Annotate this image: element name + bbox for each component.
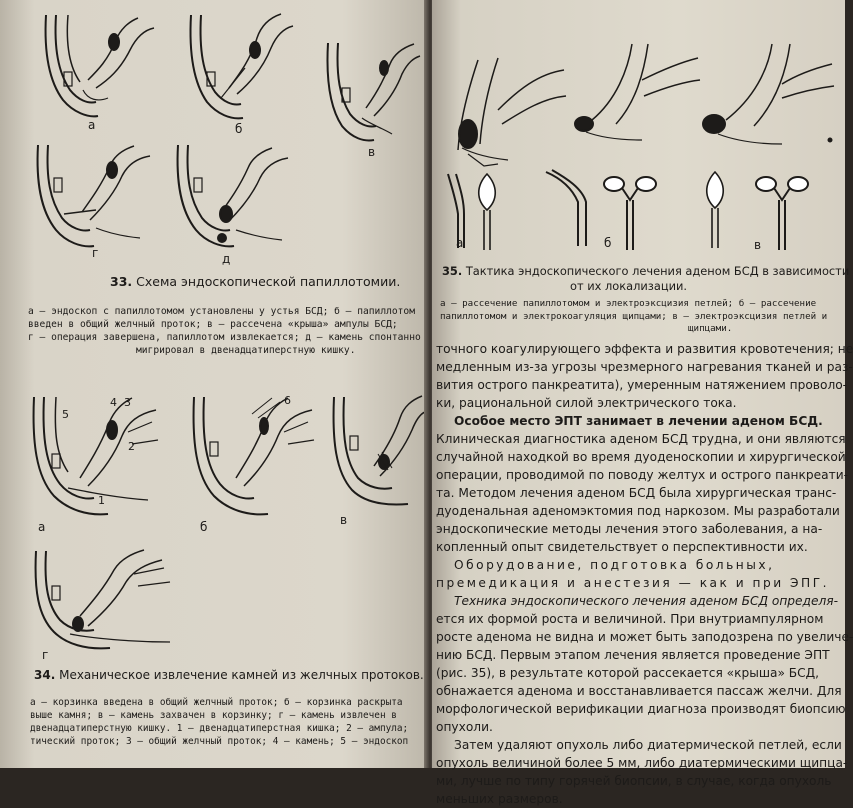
text-line: дуоденальная аденомэктомия под наркозом. Мы разработали bbox=[436, 504, 840, 518]
fig33-label-e: д bbox=[222, 252, 231, 266]
fig33-label-b: б bbox=[235, 122, 243, 136]
fig33-title bbox=[110, 274, 400, 289]
fig33-label-d: г bbox=[92, 246, 99, 260]
fig33-panel-e-drawing bbox=[170, 140, 295, 252]
fig33-panel-a-drawing bbox=[38, 10, 158, 120]
fig34-label-a: а bbox=[38, 520, 46, 534]
text-line-italic: Техника эндоскопического лечения аденом БСД определя- bbox=[454, 594, 838, 608]
fig33-caption-line: введен в общий желчный проток; в — рассечена «крыша» ампулы БСД; bbox=[28, 319, 398, 330]
fig35-title-line-2: от их локализации. bbox=[570, 279, 687, 293]
text-line: операции, проводимой по поводу желтух и острого панкреати- bbox=[436, 468, 849, 482]
fig35-label-c: в bbox=[754, 238, 762, 252]
fig35-title bbox=[442, 264, 849, 294]
fig33-panel-b-drawing bbox=[185, 10, 295, 128]
fig35-label-b: б bbox=[604, 236, 612, 250]
fig34-panel-a-drawing bbox=[28, 392, 163, 522]
fig35-caption-line: щипцами. bbox=[688, 323, 733, 334]
text-line: Затем удаляют опухоль либо диатермической петлей, если bbox=[454, 738, 842, 752]
fig35-top-drawing-1 bbox=[438, 50, 568, 170]
text-line: эндоскопические методы лечения этого заболевания, а на- bbox=[436, 522, 823, 536]
fig34-numeral-3: 3 bbox=[124, 396, 131, 409]
fig34-caption-line: а — корзинка введена в общий желчный проток; б — корзинка раскрыта bbox=[30, 697, 403, 708]
fig34-caption bbox=[30, 696, 408, 748]
fig33-label-a: а bbox=[88, 118, 96, 132]
fig34-panel-d-drawing bbox=[30, 546, 180, 656]
text-line: та. Методом лечения аденом БСД была хирургическая транс- bbox=[436, 486, 837, 500]
fig34-title bbox=[34, 668, 424, 682]
fig34-label-c: в bbox=[340, 513, 348, 527]
text-line: меньших размеров. bbox=[436, 792, 563, 806]
text-line-bold: Особое место ЭПТ занимает в лечении аденом БСД. bbox=[454, 414, 823, 428]
fig35-instrument-papillotome-b bbox=[542, 168, 597, 248]
text-line: опухоли. bbox=[436, 720, 493, 734]
fig33-caption-line: г — операция завершена, папиллотом извлекается; д — камень спонтанно bbox=[28, 332, 421, 343]
fig35-caption-line: папиллотомом и электрокоагуляция щипцами; в — электроэксцизия петлей и bbox=[440, 310, 828, 322]
fig34-title-text: Механическое извлечение камней из желчных протоков. bbox=[59, 668, 424, 682]
body-text bbox=[436, 340, 853, 808]
fig33-panel-d-drawing bbox=[30, 140, 155, 250]
text-line: случайной находкой во время дуоденоскопии и хирургической bbox=[436, 450, 846, 464]
right-page bbox=[432, 0, 853, 806]
fig35-top-drawing-3 bbox=[702, 40, 837, 150]
text-line: морфологической верификации диагноза производят биопсию bbox=[436, 702, 846, 716]
fig34-label-b: б bbox=[200, 520, 208, 534]
fig35-top-drawing-2 bbox=[572, 40, 702, 145]
fig34-numeral-2: 2 bbox=[128, 440, 135, 453]
fig35-caption bbox=[440, 298, 827, 336]
fig34-caption-line: выше камня; в — камень захвачен в корзинку; г — камень извлечен в bbox=[30, 710, 397, 721]
text-line: копленный опыт свидетельствует о перспективности их. bbox=[436, 540, 808, 554]
text-line: ми, лучше по типу горячей биопсии, в случае, когда опухоль bbox=[436, 774, 832, 788]
fig34-numeral-4: 4 bbox=[110, 396, 117, 409]
text-line: медленным из-за угрозы чрезмерного нагревания тканей и раз- bbox=[436, 360, 853, 374]
fig33-caption-line: а — эндоскоп с папиллотомом установлены у устья БСД; б — папиллотом bbox=[28, 306, 415, 317]
fig34-caption-line: тический проток; 3 — общий желчный проток; 4 — камень; 5 — эндоскоп bbox=[30, 736, 409, 747]
text-line-spaced: премедикация и анестезия — как и при ЭПГ. bbox=[436, 576, 830, 590]
text-line: ки, рациональной силой электрического тока. bbox=[436, 396, 737, 410]
fig33-label-c: в bbox=[368, 145, 376, 159]
fig33-number: 33. bbox=[110, 274, 133, 289]
fig35-label-a: а bbox=[456, 236, 464, 250]
text-line: росте аденома не видна и может быть заподозрена по увеличе- bbox=[436, 630, 853, 644]
fig35-caption-line: а — рассечение папиллотомом и электроэксцизия петлей; б — рассечение bbox=[440, 298, 817, 309]
text-line: (рис. 35), в результате которой рассекается «крыша» БСД, bbox=[436, 666, 820, 680]
text-line: нию БСД. Первым этапом лечения является проведение ЭПТ bbox=[436, 648, 830, 662]
fig35-instrument-snare-a bbox=[472, 172, 502, 252]
fig33-panel-c-drawing bbox=[322, 38, 422, 148]
fig34-label-d: г bbox=[42, 648, 49, 662]
text-line: ется их формой роста и величиной. При внутриампулярном bbox=[436, 612, 824, 626]
text-line: Клиническая диагностика аденом БСД трудна, и они являются bbox=[436, 432, 846, 446]
left-page bbox=[0, 0, 428, 768]
fig34-numeral-5: 5 bbox=[62, 408, 69, 421]
fig35-instrument-snare-c bbox=[700, 170, 730, 250]
fig34-caption-line: двенадцатиперстную кишку. 1 — двенадцатиперстная кишка; 2 — ампула; bbox=[30, 723, 409, 734]
fig35-title-line-1: Тактика эндоскопического лечения аденом БСД в зависимости bbox=[465, 264, 850, 278]
text-line-spaced: Оборудование, подготовка больных, bbox=[454, 558, 775, 572]
fig35-number: 35. bbox=[442, 264, 463, 278]
fig33-caption-line: мигрировал в двенадцатиперстную кишку. bbox=[136, 345, 356, 356]
fig34-number: 34. bbox=[34, 668, 56, 682]
fig34-numeral-6: 6 bbox=[284, 394, 291, 407]
text-line: обнажается аденома и восстанавливается пассаж желчи. Для bbox=[436, 684, 842, 698]
fig34-panel-c-drawing bbox=[328, 392, 426, 512]
text-line: вития острого панкреатита), умеренным натяжением проволо- bbox=[436, 378, 848, 392]
fig33-caption bbox=[28, 305, 421, 357]
fig34-numeral-1: 1 bbox=[98, 494, 105, 507]
text-line: точного коагулирующего эффекта и развития кровотечения; не bbox=[436, 342, 853, 356]
text-line: опухоль величиной более 5 мм, либо диатермическими щипца- bbox=[436, 756, 848, 770]
fig33-title-text: Схема эндоскопической папиллотомии. bbox=[136, 274, 401, 289]
fig34-panel-b-drawing bbox=[188, 392, 318, 522]
